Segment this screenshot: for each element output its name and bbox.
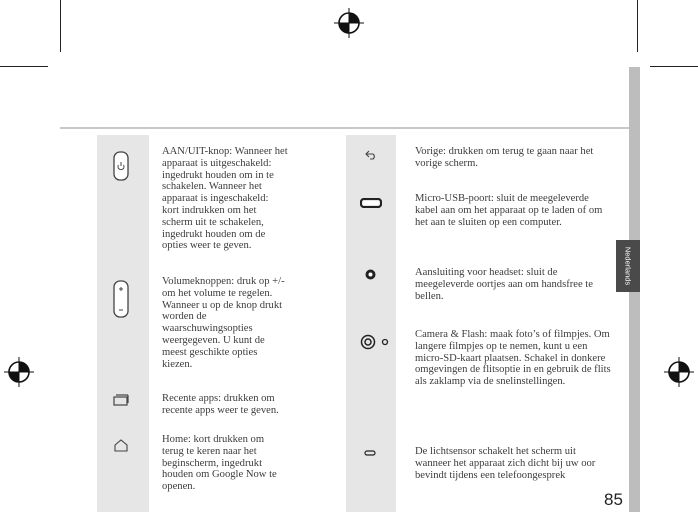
page-number: 85 bbox=[604, 490, 623, 509]
crop-mark-top-left-horizontal bbox=[0, 66, 48, 67]
crop-mark-top-right-horizontal bbox=[650, 66, 698, 67]
left-column-background bbox=[97, 135, 149, 512]
crop-mark-top-right bbox=[637, 0, 638, 52]
back-text: Vorige: drukken om terug te gaan naar het vorige scherm. bbox=[415, 146, 594, 169]
camera-flash-icon bbox=[360, 333, 390, 351]
camera-flash-text: Camera & Flash: maak foto’s of filmpjes. Om langere filmpjes op te nemen, kunt u een micro-SD-kaart plaatsen. Schakel in donkere omgevingen de flitsoptie in en gebruik de flits als zaklamp via de snelinstellingen. bbox=[415, 329, 611, 388]
recent-apps-icon bbox=[111, 392, 131, 408]
header-divider bbox=[60, 127, 630, 129]
back-icon bbox=[361, 148, 381, 162]
micro-usb-port-icon bbox=[358, 196, 384, 210]
light-sensor-text: De lichtsensor schakelt het scherm uit wanneer het apparaat zich dicht bij uw oor bevindt tijdens een telefoongesprek bbox=[415, 446, 596, 481]
home-text: Home: kort drukken om terug te keren naar het beginscherm, ingedrukt houden om Google Now te openen. bbox=[162, 434, 277, 493]
volume-buttons-icon bbox=[111, 278, 131, 320]
recent-apps-text: Recente apps: drukken om recente apps weer te geven. bbox=[162, 393, 279, 416]
volume-buttons-text: Volumeknoppen: druk op +/- om het volume te regelen. Wanneer u op de knop drukt worden de waarschuwingsopties weergegeven. U kunt de meest geschikte opties kiezen. bbox=[162, 276, 285, 370]
registration-mark-right-icon bbox=[664, 357, 694, 387]
registration-mark-left-icon bbox=[4, 357, 34, 387]
home-icon bbox=[111, 437, 131, 453]
language-tab-label: Nederlands bbox=[623, 246, 633, 286]
headset-jack-icon bbox=[362, 267, 378, 281]
crop-mark-top-left bbox=[60, 0, 61, 52]
power-button-text: AAN/UIT-knop: Wanneer het apparaat is uitgeschakeld: ingedrukt houden om in te schakelen. Wanneer het apparaat is ingeschakeld: kort indrukken om het scherm uit te schakelen, ingedrukt houden om de opties weer te geven. bbox=[162, 146, 288, 252]
registration-mark-top-icon bbox=[334, 8, 364, 38]
language-tab bbox=[616, 240, 640, 292]
micro-usb-port-text: Micro-USB-poort: sluit de meegeleverde kabel aan om het apparaat op te laden of om het aan te sluiten op een computer. bbox=[415, 193, 603, 228]
headset-jack-text: Aansluiting voor headset: sluit de meegeleverde oortjes aan om handsfree te bellen. bbox=[415, 267, 593, 302]
light-sensor-icon bbox=[362, 448, 378, 458]
power-button-icon bbox=[111, 148, 131, 184]
